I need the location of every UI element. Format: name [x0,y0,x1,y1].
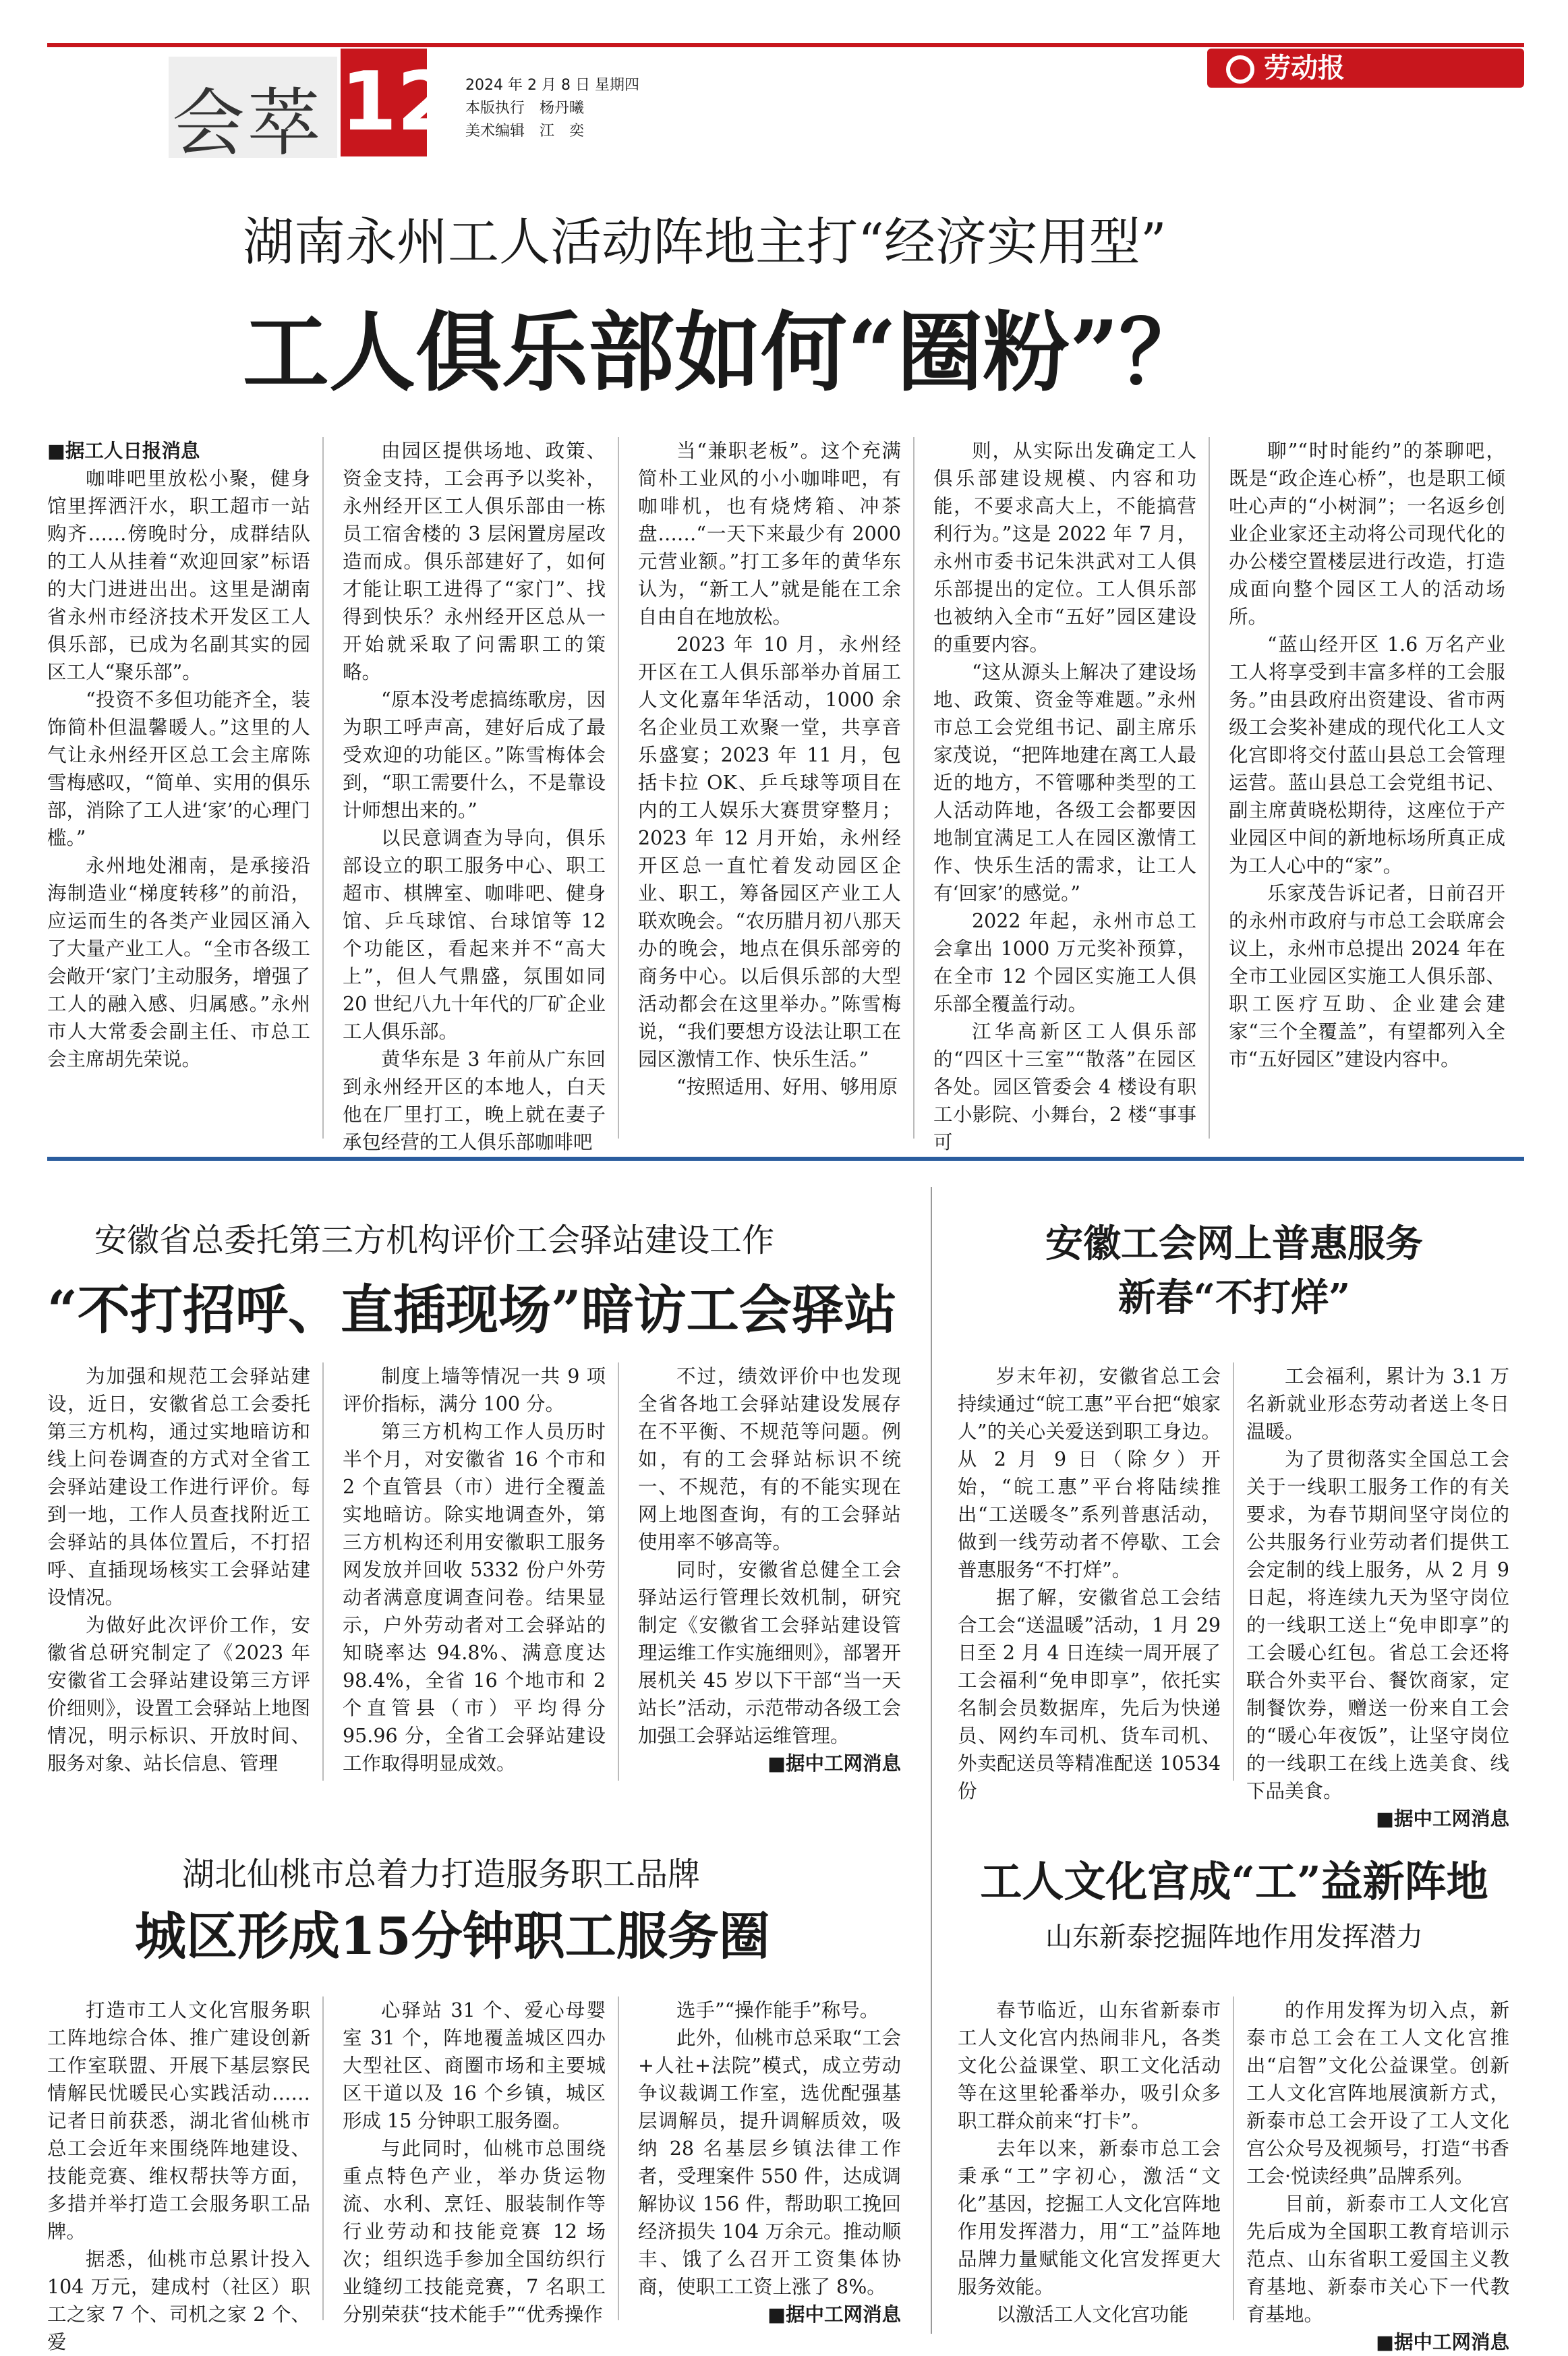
header-meta [465,74,639,143]
paragraph: 选手”“操作能手”称号。 [676,1999,879,2021]
article-a-subtitle: 安徽省总委托第三方机构评价工会驿站建设工作 [94,1222,775,1259]
paragraph: 永州地处湘南，是承接沿海制造业“梯度转移”的前沿，应运而生的各类产业园区涌入了大量产业工人。“全市各级工会敞开‘家门’主动服务，增强了工人的融入感、归属感。”永州市人大常委会副主任、市总工会主席胡先荣说。 [47,855,310,1070]
article-d-title: 工人文化宫成“工”益新阵地 [980,1857,1488,1906]
article-a-title: “不打招呼、直插现场”暗访工会驿站 [47,1280,897,1341]
article-b-title-line2: 新春“不打烊” [1117,1275,1351,1320]
article-c-col-1 [47,1996,310,2356]
logo-text: 劳动报 [1264,53,1345,84]
paragraph: “这从源头上解决了建设场地、政策、资金等难题。”永州市总工会党组书记、副主席乐家茂说，“把阵地建在离工人最近的地方，不管哪种类型的工人活动阵地，各级工会都要因地制宜满足工人在园区激情工作、快乐生活的需求，让工人有‘回家’的感觉。” [933,661,1196,904]
column-divider [913,437,914,1139]
main-col-1 [47,437,310,1073]
main-source: ■据工人日报消息 [47,440,200,462]
paragraph: 不过，绩效评价中也发现全省各地工会驿站建设发展存在不平衡、不规范等问题。例如，有的工会驿站标识不统一、不规范，有的不能实现在网上地图查询，有的工会驿站使用率不够高等。 [638,1365,901,1553]
column-divider [322,437,324,1139]
logo-mark-icon [1226,55,1254,84]
article-c-subtitle: 湖北仙桃市总着力打造服务职工品牌 [182,1856,701,1893]
article-a-col-2 [343,1362,606,1777]
paragraph: 制度上墙等情况一共 9 项评价指标，满分 100 分。 [343,1365,606,1415]
column-divider [1233,1362,1234,1781]
article-b-col-2 [1246,1362,1509,1833]
section-name: 会萃 [172,82,324,166]
main-title: 工人俱乐部如何“圈粉”？ [243,302,1206,403]
paragraph: 则，从实际出发确定工人俱乐部建设规模、内容和功能，不要求高大上，不能搞营利行为。”这是 2022 年 7 月，永州市委书记朱洪武对工人俱乐部提出的定位。工人俱乐部也被纳入全市“五好”园区建设的重要内容。 [933,440,1196,656]
paragraph: 目前，新泰市工人文化宫先后成为全国职工教育培训示范点、山东省职工爱国主义教育基地、新泰市关心下一代教育基地。 [1246,2193,1509,2326]
top-red-rule [47,43,1524,47]
paragraph: 聊”“时时能约”的茶聊吧，既是“政企连心桥”，也是职工倾吐心声的“小树洞”；一名返乡创业企业家还主动将公司现代化的办公楼空置楼层进行改造，打造成面向整个园区工人的活动场所。 [1229,440,1505,628]
paragraph: 乐家茂告诉记者，日前召开的永州市政府与市总工会联席会议上，永州市总提出 2024 年在全市工业园区实施工人俱乐部、职工医疗互助、企业建会建家“三个全覆盖”，有望都列入全市“五好园区”建设内容中。 [1229,882,1505,1070]
column-divider [322,1362,324,1781]
article-d-col-1 [958,1996,1221,2328]
paragraph: 以激活工人文化宫功能 [996,2303,1189,2326]
article-c-col-2 [343,1996,606,2328]
main-col-4 [933,437,1196,1156]
paragraph: “蓝山经开区 1.6 万名产业工人将享受到丰富多样的工会服务。”由县政府出资建设、省市两级工会奖补建成的现代化工人文化宫即将交付蓝山县总工会管理运营。蓝山县总工会党组书记、副主席黄晓松期待，这座位于产业园区中间的新地标场所真正成为工人心中的“家”。 [1229,633,1505,877]
paragraph: 第三方机构工作人员历时半个月，对安徽省 16 个市和 2 个直管县（市）进行全覆盖实地暗访。除实地调查外，第三方机构还利用安徽职工服务网发放并回收 5332 份户外劳动者满意度调查问卷。结果显示，户外劳动者对工会驿站的知晓率达 94.8%、满意度达 98.4%，全省 16 个地市和 2 个直管县（市）平均得分 95.96 分，全省工会驿站建设工作取得明显成效。 [343,1420,606,1775]
article-b-source: ■据中工网消息 [1376,1808,1509,1830]
paragraph: 与此同时，仙桃市总围绕重点特色产业，举办货运物流、水利、烹饪、服装制作等行业劳动和技能竞赛 12 场次；组织选手参加全国纺织行业缝纫工技能竞赛，7 名职工分别荣获“技术能手”“优秀操作 [343,2137,606,2326]
paragraph: 岁末年初，安徽省总工会持续通过“皖工惠”平台把“娘家人”的关心关爱送到职工身边。从 2 月 9 日（除夕）开始，“皖工惠”平台将陆续推出“工送暖冬”系列普惠活动，做到一线劳动者不停歇、工会普惠服务“不打烊”。 [958,1365,1221,1581]
paragraph: 据悉，仙桃市总累计投入 104 万元，建成村（社区）职工之家 7 个、司机之家 2 个、爱 [47,2248,310,2353]
column-divider [322,1996,324,2320]
article-d-source: ■据中工网消息 [1376,2331,1509,2353]
paragraph: 打造市工人文化宫服务职工阵地综合体、推广建设创新工作室联盟、开展下基层察民情解民忧暖民心实践活动……记者日前获悉，湖北省仙桃市总工会近年来围绕阵地建设、技能竞赛、维权帮扶等方面，多措并举打造工会服务职工品牌。 [47,1999,310,2243]
main-col-3 [638,437,901,1101]
page-number: 12 [341,49,427,156]
column-divider [618,1362,619,1781]
paragraph: 咖啡吧里放松小聚，健身馆里挥洒汗水，职工超市一站购齐……傍晚时分，成群结队的工人从挂着“欢迎回家”标语的大门进进出出。这里是湖南省永州市经济技术开发区工人俱乐部，已成为名副其实的园区工人“聚乐部”。 [47,467,310,683]
article-a-col-3 [638,1362,901,1777]
paragraph: 为加强和规范工会驿站建设，近日，安徽省总工会委托第三方机构，通过实地暗访和线上问卷调查的方式对全省工会驿站建设工作进行评价。每到一地，工作人员查找附近工会驿站的具体位置后，不打招呼、直插现场核实工会驿站建设情况。 [47,1365,310,1609]
paragraph: “原本没考虑搞练歌房，因为职工呼声高，建好后成了最受欢迎的功能区。”陈雪梅体会到，“职工需要什么，不是靠设计师想出来的。” [343,689,606,822]
paragraph: 同时，安徽省总健全工会驿站运行管理长效机制，研究制定《安徽省工会驿站建设管理运维工作实施细则》，部署开展机关 45 岁以下干部“当一天站长”活动，示范带动各级工会加强工会驿站运维管理。 [638,1559,901,1747]
column-divider [1209,437,1210,1139]
paragraph: 去年以来，新泰市总工会秉承“工”字初心，激活“文化”基因，挖掘工人文化宫阵地作用发挥潜力，用“工”益阵地品牌力量赋能文化宫发挥更大服务效能。 [958,2137,1221,2298]
article-c-source: ■据中工网消息 [767,2303,901,2326]
article-b-col-1 [958,1362,1221,1805]
paragraph: 以民意调查为导向，俱乐部设立的职工服务中心、职工超市、棋牌室、咖啡吧、健身馆、乒乓球馆、台球馆等 12 个功能区，看起来并不“高大上”，但人气鼎盛，氛围如同 20 世纪八九十年代的厂矿企业工人俱乐部。 [343,827,606,1043]
article-c-title: 城区形成15分钟职工服务圈 [135,1906,770,1966]
column-divider [931,1187,932,2334]
paragraph: 黄华东是 3 年前从广东回到永州经开区的本地人，白天他在厂里打工，晚上就在妻子承包经营的工人俱乐部咖啡吧 [343,1048,606,1153]
paragraph: 工会福利，累计为 3.1 万名新就业形态劳动者送上冬日温暖。 [1246,1365,1509,1443]
paragraph: 的作用发挥为切入点，新泰市总工会在工人文化宫推出“启智”文化公益课堂。创新工人文化宫阵地展演新方式，新泰市总工会开设了工人文化宫公众号及视频号，打造“书香工会·悦读经典”品牌系列。 [1246,1999,1509,2187]
designer-credit: 美术编辑 江 奕 [465,123,585,140]
paragraph: 春节临近，山东省新泰市工人文化宫内热闹非凡，各类文化公益课堂、职工文化活动等在这里轮番举办，吸引众多职工群众前来“打卡”。 [958,1999,1221,2132]
paragraph: “投资不多但功能齐全，装饰简朴但温馨暖人。”这里的人气让永州经开区总工会主席陈雪梅感叹，“简单、实用的俱乐部，消除了工人进‘家’的心理门槛。” [47,689,310,849]
newspaper-logo [1207,49,1524,88]
section-divider-blue [47,1157,1524,1161]
paragraph: 据了解，安徽省总工会结合工会“送温暖”活动，1 月 29 日至 2 月 4 日连续一周开展了工会福利“免申即享”，依托实名制会员数据库，先后为快递员、网约车司机、货车司机、外卖配送员等精准配送 10534 份 [958,1586,1221,1802]
issue-date: 2024 年 2 月 8 日 星期四 [465,77,639,94]
article-a-source: ■据中工网消息 [767,1752,901,1775]
article-c-col-3 [638,1996,901,2328]
paragraph: 此外，仙桃市总采取“工会+人社+法院”模式，成立劳动争议裁调工作室，选优配强基层调解员，提升调解质效，吸纳 28 名基层乡镇法律工作者，受理案件 550 件，达成调解协议 156 件，帮助职工挽回经济损失 104 万余元。推动顺丰、饿了么召开工资集体协商，使职工工资上涨了 8%。 [638,2027,901,2298]
paragraph: 由园区提供场地、政策、资金支持，工会再予以奖补，永州经开区工人俱乐部由一栋员工宿舍楼的 3 层闲置房屋改造而成。俱乐部建好了，如何才能让职工进得了“家门”、找得到快乐？永州经开区总从一开始就采取了问需职工的策略。 [343,440,606,683]
article-d-col-2 [1246,1996,1509,2356]
paragraph: 江华高新区工人俱乐部的“四区十三室”“散落”在园区各处。园区管委会 4 楼设有职工小影院、小舞台，2 楼“事事可 [933,1021,1196,1153]
column-divider [618,437,619,1139]
column-divider [1233,1996,1234,2320]
column-divider [618,1996,619,2320]
paragraph: 2022 年起，永州市总工会拿出 1000 万元奖补预算，在全市 12 个园区实施工人俱乐部全覆盖行动。 [933,910,1196,1015]
paragraph: 2023 年 10 月，永州经开区在工人俱乐部举办首届工人文化嘉年华活动，1000 余名企业员工欢聚一堂，共享音乐盛宴；2023 年 11 月，包括卡拉 OK、乒乓球等项目在内的工人娱乐大赛贯穿整月；2023 年 12 月开始，永州经开区总一直忙着发动园区企业、职工，筹备园区产业工人联欢晚会。“农历腊月初八那天办的晚会，地点在俱乐部旁的商务中心。以后俱乐部的大型活动都会在这里举办。”陈雪梅说，“我们要想方设法让职工在园区激情工作、快乐生活。” [638,633,901,1070]
article-b-title-line1: 安徽工会网上普惠服务 [1045,1222,1423,1266]
paragraph: “按照适用、好用、够用原 [676,1076,898,1098]
editor-credit: 本版执行 杨丹曦 [465,100,585,117]
article-a-col-1 [47,1362,310,1777]
paragraph: 当“兼职老板”。这个充满简朴工业风的小小咖啡吧，有咖啡机，也有烧烤箱、冲茶盘……“一天下来最少有 2000 元营业额。”打工多年的黄华东认为，“新工人”就是能在工余自由自在地放松。 [638,440,901,628]
paragraph: 为做好此次评价工作，安徽省总研究制定了《2023 年安徽省工会驿站建设第三方评价细则》，设置工会驿站上地图情况，明示标识、开放时间、服务对象、站长信息、管理 [47,1614,310,1775]
main-col-5 [1229,437,1505,1073]
paragraph: 心驿站 31 个、爱心母婴室 31 个，阵地覆盖城区四办大型社区、商圈市场和主要城区干道以及 16 个乡镇，城区形成 15 分钟职工服务圈。 [343,1999,606,2132]
paragraph: 为了贯彻落实全国总工会关于一线职工服务工作的有关要求，为春节期间坚守岗位的公共服务行业劳动者们提供工会定制的线上服务，从 2 月 9 日起，将连续九天为坚守岗位的一线职工送上“免申即享”的工会暖心红包。省总工会还将联合外卖平台、餐饮商家，定制餐饮券，赠送一份来自工会的“暖心年夜饭”，让坚守岗位的一线职工在线上选美食、线下品美食。 [1246,1448,1509,1802]
main-subtitle: 湖南永州工人活动阵地主打“经济实用型” [243,212,1167,272]
main-col-2 [343,437,606,1156]
article-d-subtitle: 山东新泰挖掘阵地作用发挥潜力 [1045,1922,1423,1953]
